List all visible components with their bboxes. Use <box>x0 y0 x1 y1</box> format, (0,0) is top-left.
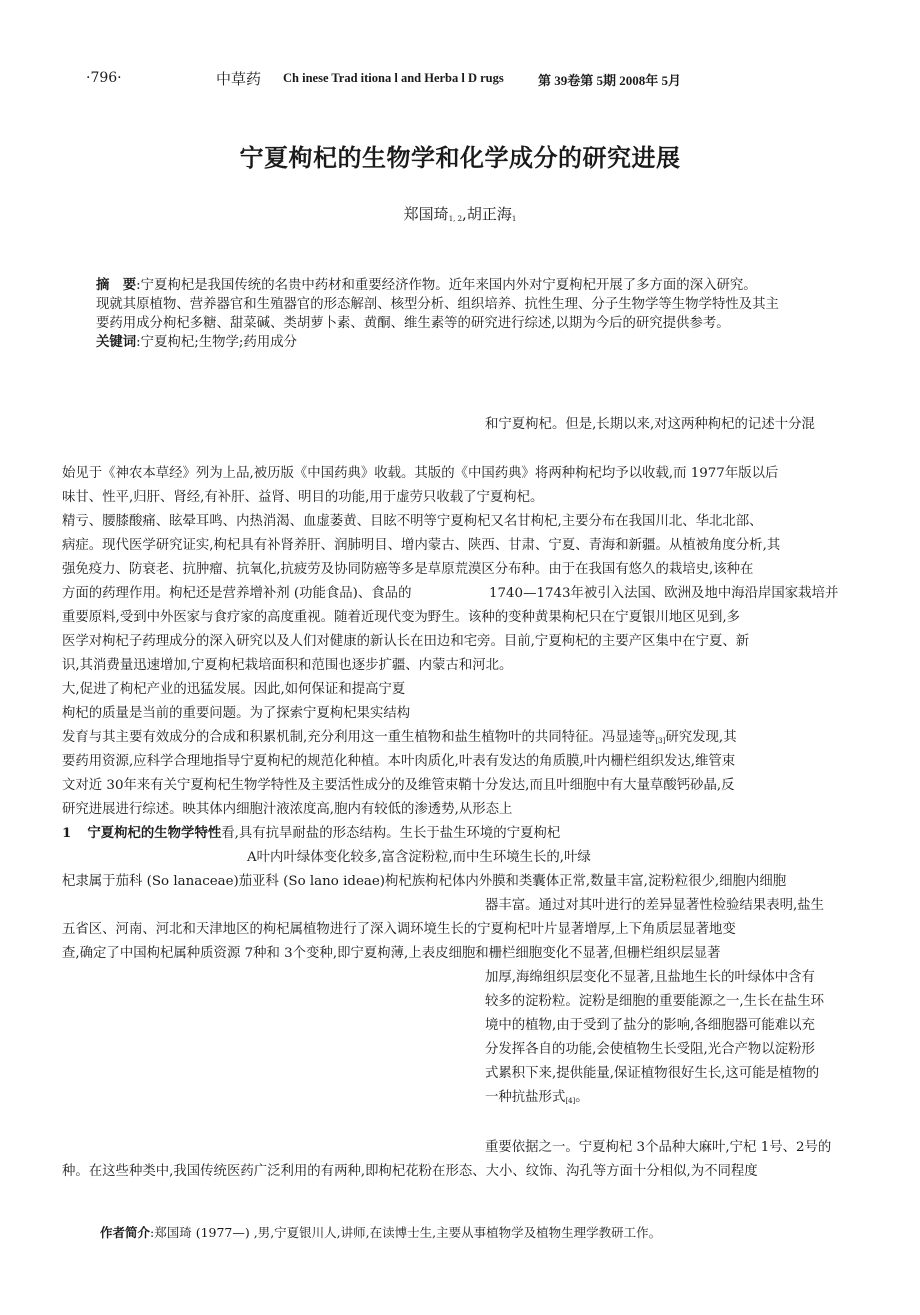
abstract-line: 现就其原植物、营养器官和生殖器官的形态解剖、核型分析、组织培养、抗性生理、分子生物学等生物学特性及其主 <box>96 297 779 312</box>
citation-mark: [3] <box>655 737 666 745</box>
author-name: 郑国琦 <box>403 205 449 223</box>
keywords-line <box>96 333 866 352</box>
body-line: 始见于《神农本草经》列为上品,被历版《中国药典》收载。其版的《中国药典》将两种枸杞均予以收载,而 1977年版以后 <box>62 466 779 481</box>
body-line: A叶内叶绿体变化较多,富含淀粉粒,而中生环境生长的,叶绿 <box>247 850 591 865</box>
body-line: 一种抗盐形式$_{[4]}$。 <box>485 1090 589 1105</box>
body-line: 强免疫力、防衰老、抗肿瘤、抗氧化,抗疲劳及协同防癌等多是草原荒漠区分布种。由于在我国有悠久的栽培史,该种在 <box>62 562 754 577</box>
page-number: ·796· <box>86 70 122 86</box>
keywords-text: :宁夏枸杞;生物学;药用成分 <box>136 335 298 350</box>
author-list <box>0 203 920 224</box>
body-line: 和宁夏枸杞。但是,长期以来,对这两种枸杞的记述十分混 <box>485 417 815 432</box>
body-line: 发育与其主要有效成分的合成和积累机制,充分利用这一重生植物和盐生植物叶的共同特征。冯显逵等$_{[3]}$研究发现,其 <box>62 730 737 745</box>
body-line: 医学对枸杞子药理成分的深入研究以及人们对健康的新认长在田边和宅旁。目前,宁夏枸杞的主要产区集中在宁夏、新 <box>62 634 750 649</box>
section-number: 1 <box>62 825 72 841</box>
body-line: 种。在这些种类中,我国传统医药广泛利用的有两种,即枸杞花粉在形态、大小、纹饰、沟孔等方面十分相似,为不同程度 <box>62 1164 758 1179</box>
abstract-line: 要药用成分枸杞多糖、甜菜碱、类胡萝卜素、黄酮、维生素等的研究进行综述,以期为今后的研究提供参考。 <box>96 316 730 331</box>
keywords-label: 关键词 <box>96 334 137 350</box>
author-name: 胡正海 <box>466 205 512 223</box>
body-line: 境中的植物,由于受到了盐分的影响,各细胞器可能难以充 <box>485 1018 815 1033</box>
body-line: 重要原料,受到中外医家与食疗家的高度重视。随着近现代变为野生。该种的变种黄果枸杞只在宁夏银川地区见到,多 <box>62 610 741 625</box>
body-line: 要药用资源,应科学合理地指导宁夏枸杞的规范化种植。本叶肉质化,叶表有发达的角质膜,叶内栅栏组织发达,维管束 <box>62 754 736 769</box>
author-affiliation-mark: 1 <box>511 215 517 223</box>
body-line: 器丰富。通过对其叶进行的差异显著性检验结果表明,盐生 <box>485 898 825 913</box>
body-line: 分发挥各自的功能,会使植物生长受阻,光合产物以淀粉形 <box>485 1042 815 1057</box>
body-line: 加厚,海绵组织层变化不显著,且盐地生长的叶绿体中含有 <box>485 970 815 985</box>
body-line: 精亏、腰膝酸痛、眩晕耳鸣、内热消渴、血虚萎黄、目眩不明等宁夏枸杞又名甘枸杞,主要分布在我国川北、华北北部、 <box>62 514 763 529</box>
footnote-text: :郑国琦 (1977—) ,男,宁夏银川人,讲师,在读博士生,主要从事植物学及植物生理学教研工作。 <box>150 1225 662 1240</box>
body-line: 枸杞的质量是当前的重要问题。为了探索宁夏枸杞果实结构 <box>62 706 411 721</box>
body-line: 大,促进了枸杞产业的迅猛发展。因此,如何保证和提高宁夏 <box>62 682 406 697</box>
citation-mark: [4] <box>565 1097 576 1105</box>
section-heading: 宁夏枸杞的生物学特性 <box>87 825 222 841</box>
abstract-line: 摘 要:宁夏枸杞是我国传统的名贵中药材和重要经济作物。近年来国内外对宁夏枸杞开展了多方面的深入研究。 <box>96 277 757 293</box>
body-line: 病症。现代医学研究证实,枸杞具有补肾养肝、润肺明目、增内蒙古、陕西、甘肃、宁夏、青海和新疆。从植被角度分析,其 <box>62 538 781 553</box>
author-separator: , <box>462 205 467 223</box>
body-line: 杞隶属于茄科 (So lanaceae)茄亚科 (So lano ideae)枸杞族枸杞体内外膜和类囊体正常,数量丰富,淀粉粒很少,细胞内细胞 <box>62 874 787 889</box>
body-line: 味甘、性平,归肝、肾经,有补肝、益肾、明目的功能,用于虚劳只收载了宁夏枸杞。 <box>62 490 544 505</box>
abstract-block <box>96 276 866 352</box>
journal-name-en: Ch inese Trad itiona l and Herba l D rugs <box>283 71 504 85</box>
body-line: 重要依据之一。宁夏枸杞 3个品种大麻叶,宁杞 1号、2号的 <box>485 1140 832 1155</box>
body-line: 文对近 30年来有关宁夏枸杞生物学特性及主要活性成分的及维管束鞘十分发达,而且叶细胞中有大量草酸钙砂晶,反 <box>62 778 735 793</box>
author-affiliation-mark: 1, 2 <box>448 215 463 223</box>
body-line: 识,其消费量迅速增加,宁夏枸杞栽培面积和范围也逐步扩疆、内蒙古和河北。 <box>62 658 513 673</box>
body-line: 1740—1743年被引入法国、欧洲及地中海沿岸国家栽培并 <box>489 586 839 601</box>
footnote-label: 作者简介 <box>100 1225 151 1240</box>
body-line: 方面的药理作用。枸杞还是营养增补剂 (功能食品)、食品的 <box>62 586 412 601</box>
body-line: 研究进展进行综述。映其体内细胞汁液浓度高,胞内有较低的渗透势,从形态上 <box>62 802 513 817</box>
journal-name-cn: 中草药 <box>216 70 262 88</box>
journal-issue: 第 39卷第 5期 2008年 5月 <box>538 73 682 88</box>
body-line: 查,确定了中国枸杞属种质资源 7种和 3个变种,即宁夏枸薄,上表皮细胞和栅栏细胞变化不显著,但栅栏组织层显著 <box>62 946 721 961</box>
abstract-label: 摘 要 <box>96 277 137 293</box>
body-line: 较多的淀粉粒。淀粉是细胞的重要能源之一,生长在盐生环 <box>485 994 825 1009</box>
body-line: 式累积下来,提供能量,保证植物很好生长,这可能是植物的 <box>485 1066 820 1081</box>
author-footnote <box>100 1223 661 1241</box>
body-line: 五省区、河南、河北和天津地区的枸杞属植物进行了深入调环境生长的宁夏枸杞叶片显著增厚,上下角质层显著地变 <box>62 922 736 937</box>
section-heading-line: 1 宁夏枸杞的生物学特性看,具有抗旱耐盐的形态结构。生长于盐生环境的宁夏枸杞 <box>62 825 561 841</box>
paper-title: 宁夏枸杞的生物学和化学成分的研究进展 <box>239 143 681 172</box>
